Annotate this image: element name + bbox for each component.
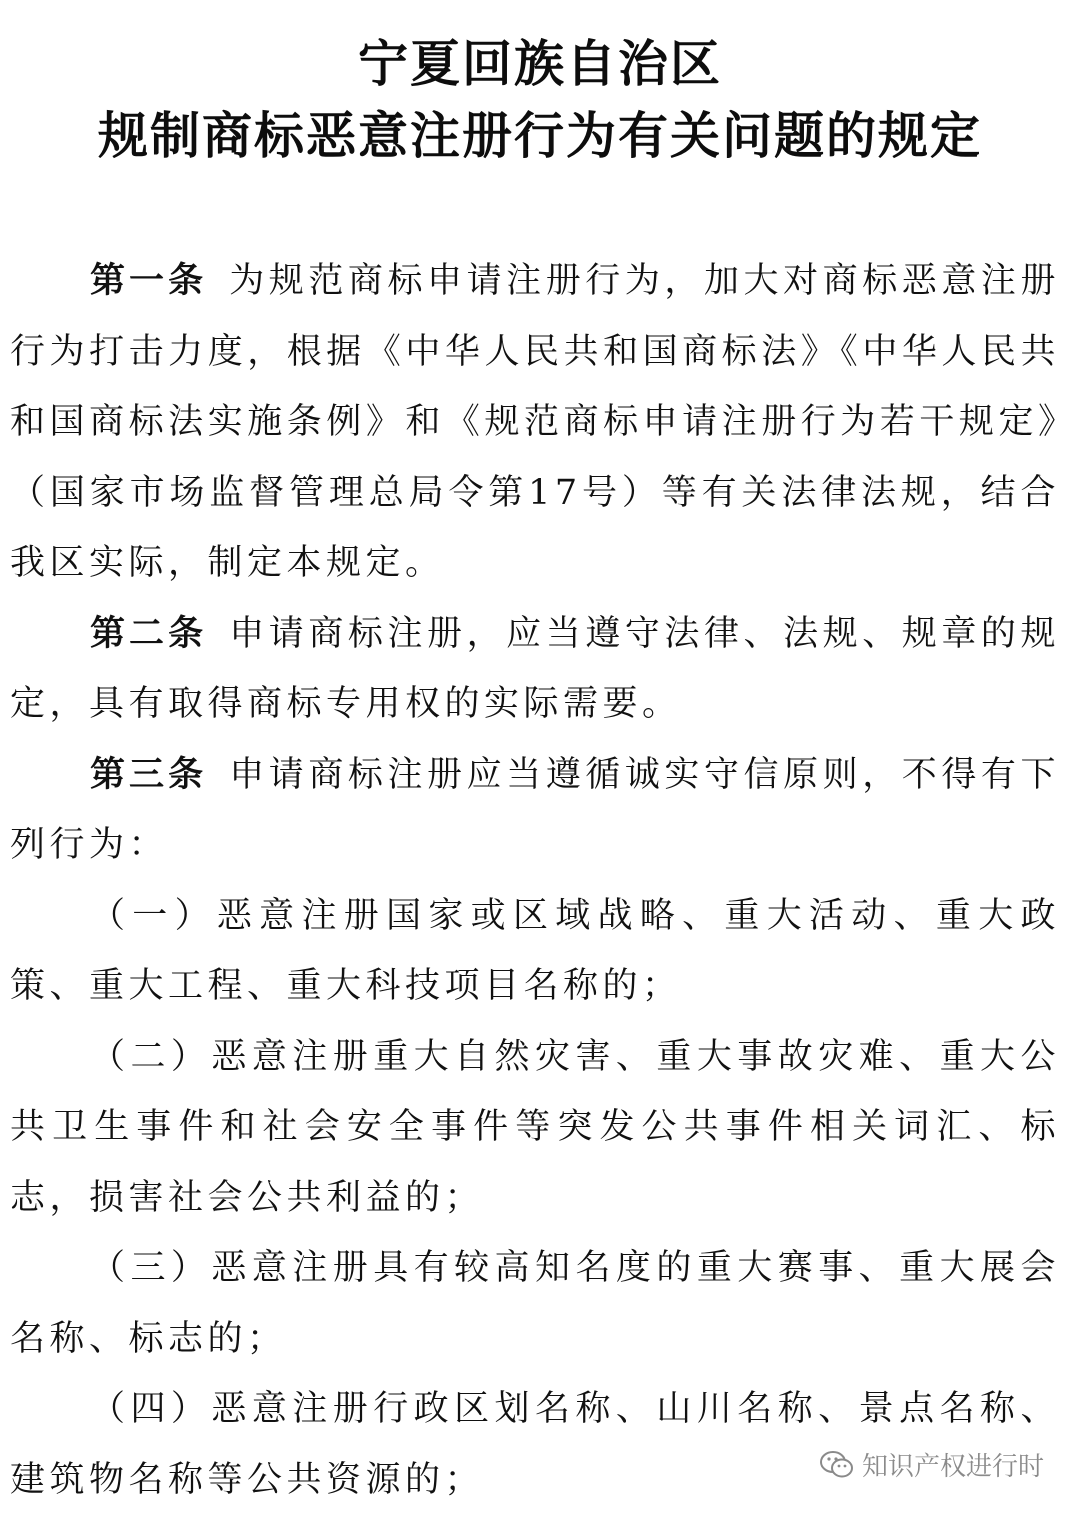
watermark [814, 1444, 1050, 1485]
paragraph-text: 申请商标注册应当遵循诚实守信原则，不得有下列行为： [10, 754, 1060, 865]
paragraph-1 [10, 246, 1060, 599]
paragraph-text: 申请商标注册，应当遵守法律、法规、规章的规定，具有取得商标专用权的实际需要。 [10, 613, 1060, 724]
list-item-text: （一）恶意注册国家或区域战略、重大活动、重大政策、重大工程、重大科技项目名称的； [10, 895, 1060, 1006]
paragraph-2 [10, 599, 1060, 740]
paragraph-3 [10, 740, 1060, 881]
article-label: 第二条 [90, 613, 208, 654]
article-label: 第三条 [90, 754, 208, 795]
watermark-text: 知识产权进行时 [861, 1452, 1044, 1482]
list-item-2 [10, 1022, 1060, 1234]
paragraph-text: 为规范商标申请注册行为，加大对商标恶意注册行为打击力度，根据《中华人民共和国商标法》《中华人民共和国商标法实施条例》和《规范商标申请注册行为若干规定》（国家市场监督管理总局令第17号）等有关法律法规，结合我区实际，制定本规定。 [10, 261, 1060, 583]
document-body [10, 246, 1060, 1515]
list-item-text: （三）恶意注册具有较高知名度的重大赛事、重大展会名称、标志的； [10, 1248, 1060, 1359]
list-item-1 [10, 881, 1060, 1022]
title-line-1: 宁夏回族自治区 [358, 35, 722, 93]
list-item-3 [10, 1233, 1060, 1374]
article-label: 第一条 [90, 261, 208, 301]
wechat-icon [820, 1450, 854, 1480]
list-item-text: （四）恶意注册行政区划名称、山川名称、景点名称、建筑物名称等公共资源的； [10, 1389, 1060, 1500]
title-line-2: 规制商标恶意注册行为有关问题的规定 [98, 107, 982, 165]
list-item-text: （二）恶意注册重大自然灾害、重大事故灾难、重大公共卫生事件和社会安全事件等突发公共事件相关词汇、标志，损害社会公共利益的； [10, 1036, 1060, 1218]
